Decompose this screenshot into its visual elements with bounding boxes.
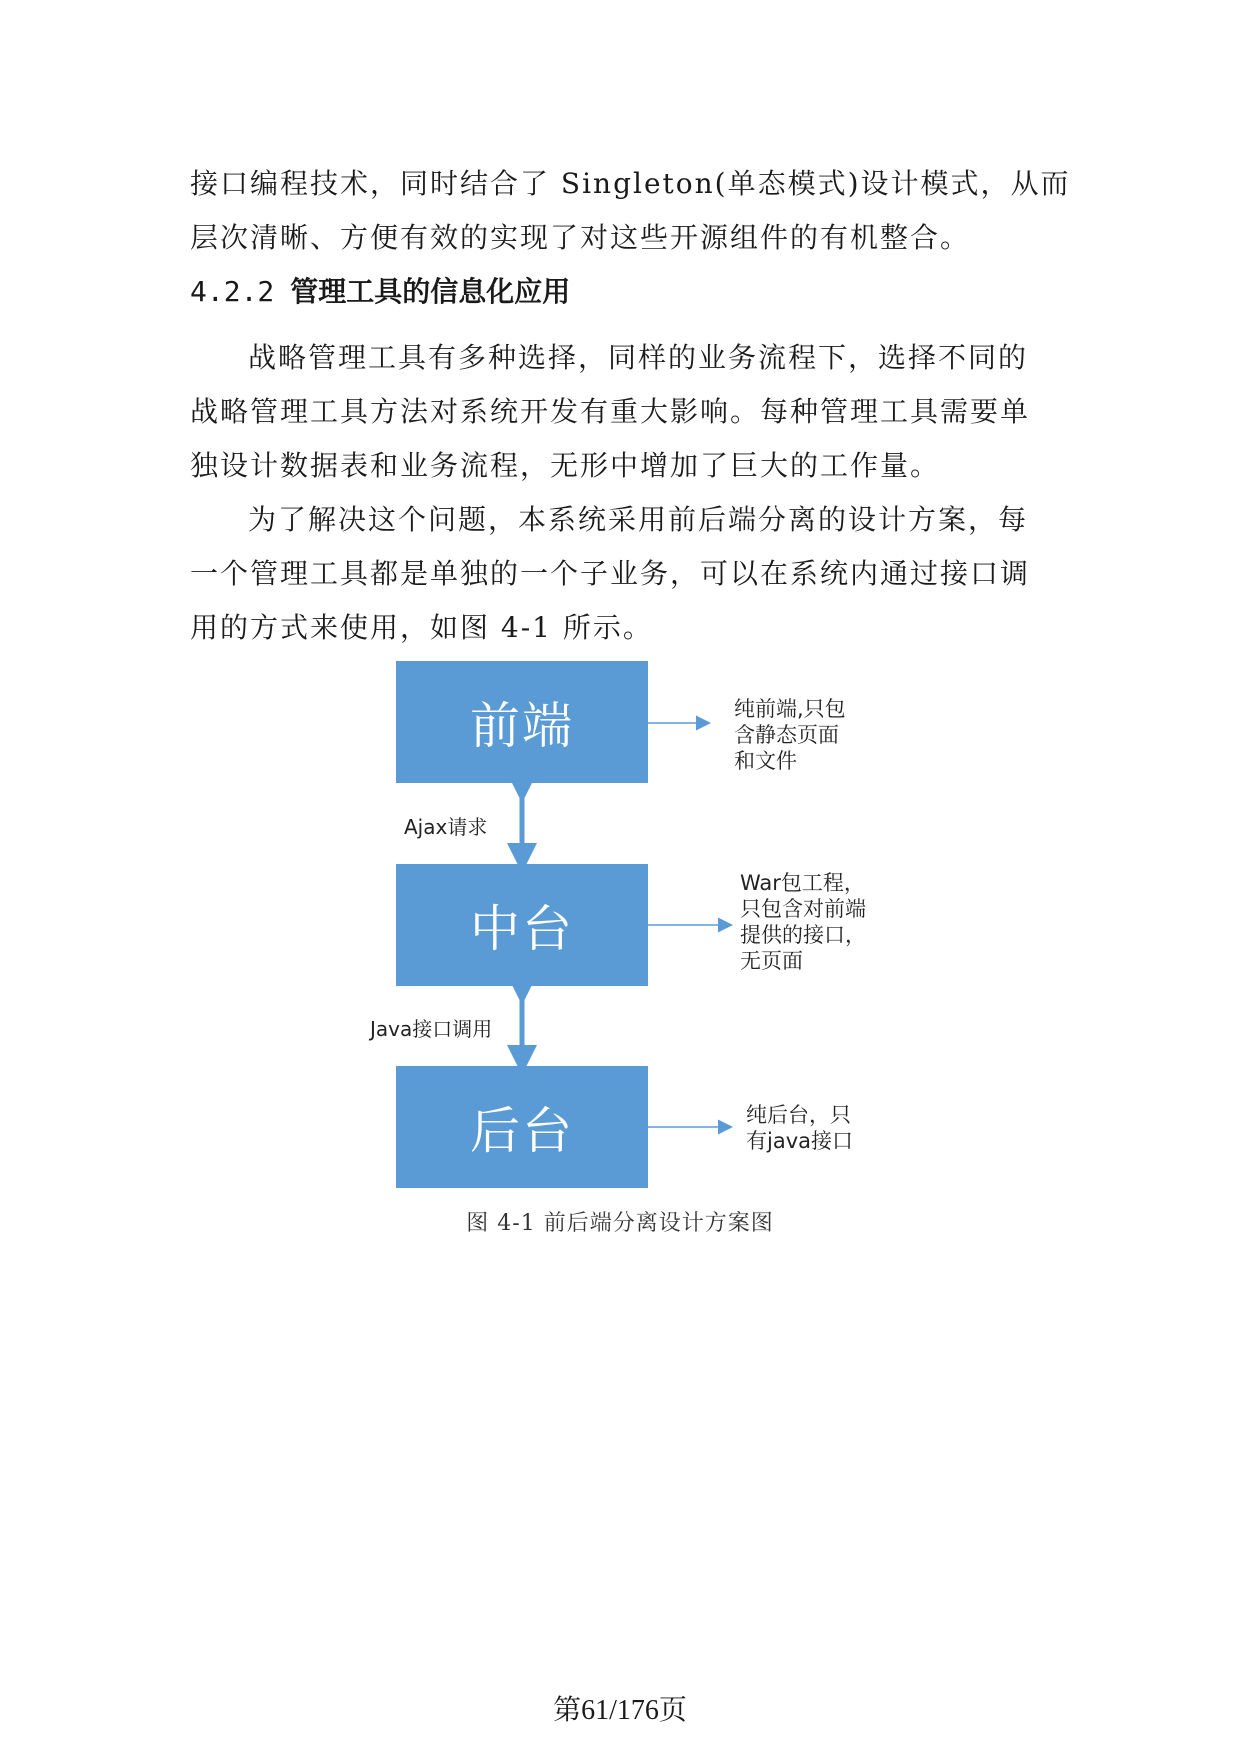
note-line: 和文件 xyxy=(734,749,797,773)
section-title: 管理工具的信息化应用 xyxy=(290,275,571,308)
note-line: 只包含对前端 xyxy=(740,897,866,921)
ajax-link-label: Ajax请求 xyxy=(404,815,488,839)
figure-caption: 图 4-1 前后端分离设计方案图 xyxy=(466,1211,774,1236)
para2-line-1: 为了解决这个问题，本系统采用前后端分离的设计方案，每 xyxy=(248,503,1029,536)
section-number: 4.2.2 xyxy=(190,275,275,308)
backend-box: 后台 xyxy=(396,1066,648,1188)
middle-box: 中台 xyxy=(396,864,648,986)
middle-note xyxy=(740,870,866,974)
note-line: 含静态页面 xyxy=(734,723,839,747)
java-link-label: Java接口调用 xyxy=(370,1017,493,1041)
note-line: 纯后台，只 xyxy=(746,1103,851,1127)
backend-note xyxy=(746,1102,853,1154)
page-number: 第61/176页 xyxy=(553,1695,687,1726)
intro-line-2: 层次清晰、方便有效的实现了对这些开源组件的有机整合。 xyxy=(190,221,971,254)
para2-line-3: 用的方式来使用，如图 4-1 所示。 xyxy=(190,611,653,644)
note-line: 纯前端,只包 xyxy=(734,697,846,721)
para1-line-2: 战略管理工具方法对系统开发有重大影响。每种管理工具需要单 xyxy=(190,395,1031,428)
note-line: 无页面 xyxy=(740,949,803,973)
note-line: 有java接口 xyxy=(746,1129,853,1153)
intro-line-1: 接口编程技术，同时结合了 Singleton(单态模式)设计模式，从而 xyxy=(190,167,1071,200)
para2-line-2: 一个管理工具都是单独的一个子业务，可以在系统内通过接口调 xyxy=(190,557,1031,590)
frontend-box: 前端 xyxy=(396,661,648,783)
frontend-note xyxy=(734,696,846,774)
note-line: War包工程， xyxy=(740,871,865,895)
note-line: 提供的接口， xyxy=(740,923,866,947)
para1-line-3: 独设计数据表和业务流程，无形中增加了巨大的工作量。 xyxy=(190,449,941,482)
para1-line-1: 战略管理工具有多种选择，同样的业务流程下，选择不同的 xyxy=(248,341,1029,374)
